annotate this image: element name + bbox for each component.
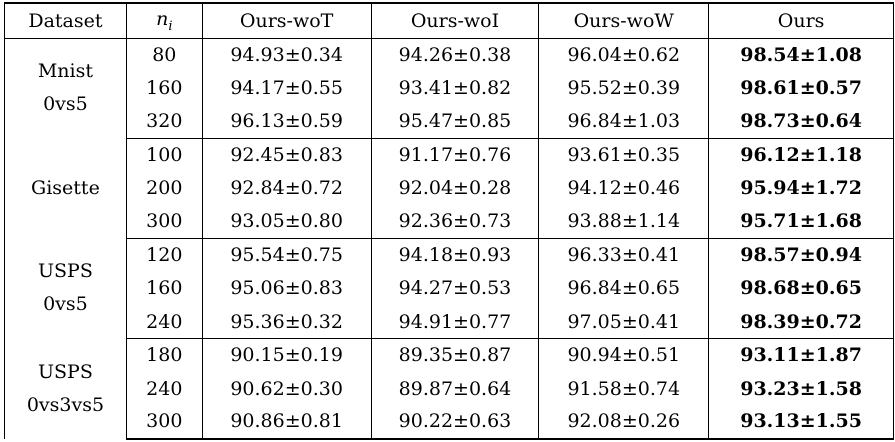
dataset-name-line: USPS xyxy=(38,360,93,383)
ours-wow-cell: 92.08±0.26 xyxy=(539,405,709,438)
header-n-subscript: i xyxy=(168,18,173,34)
dataset-group xyxy=(5,339,894,439)
header-row xyxy=(5,3,894,38)
dataset-name-line: 0vs5 xyxy=(43,293,88,316)
ours-wot-cell: 93.05±0.80 xyxy=(202,205,371,238)
sample-size-cell: 240 xyxy=(126,305,202,338)
ours-cell: 98.57±0.94 xyxy=(709,238,894,271)
ours-wot-cell: 90.62±0.30 xyxy=(202,372,371,405)
ours-wot-cell: 94.17±0.55 xyxy=(202,71,371,104)
ours-cell: 96.12±1.18 xyxy=(709,138,894,171)
sample-size-cell: 200 xyxy=(126,172,202,205)
ours-wow-cell: 96.84±1.03 xyxy=(539,105,709,138)
dataset-name-cell xyxy=(5,238,127,338)
sample-size-cell: 100 xyxy=(126,138,202,171)
ours-wow-cell: 93.61±0.35 xyxy=(539,138,709,171)
sample-size-cell: 300 xyxy=(126,205,202,238)
ours-cell: 95.94±1.72 xyxy=(709,172,894,205)
ours-wot-cell: 96.13±0.59 xyxy=(202,105,371,138)
ours-wot-cell: 90.86±0.81 xyxy=(202,405,371,438)
header-dataset: Dataset xyxy=(5,3,127,38)
sample-size-cell: 240 xyxy=(126,372,202,405)
table-row xyxy=(5,138,894,171)
ours-woi-cell: 94.91±0.77 xyxy=(371,305,539,338)
ours-woi-cell: 92.04±0.28 xyxy=(371,172,539,205)
ours-cell: 98.68±0.65 xyxy=(709,272,894,305)
sample-size-cell: 160 xyxy=(126,71,202,104)
header-ours-wot: Ours-woT xyxy=(202,3,371,38)
table-row xyxy=(5,372,894,405)
ours-woi-cell: 89.87±0.64 xyxy=(371,372,539,405)
ours-wow-cell: 90.94±0.51 xyxy=(539,339,709,372)
header-ours-woi: Ours-woI xyxy=(371,3,539,38)
ours-wow-cell: 91.58±0.74 xyxy=(539,372,709,405)
ours-wot-cell: 94.93±0.34 xyxy=(202,38,371,71)
sample-size-cell: 80 xyxy=(126,38,202,71)
ours-wot-cell: 90.15±0.19 xyxy=(202,339,371,372)
dataset-group xyxy=(5,138,894,238)
table-row xyxy=(5,172,894,205)
ours-woi-cell: 95.47±0.85 xyxy=(371,105,539,138)
table-row xyxy=(5,105,894,138)
ours-woi-cell: 94.26±0.38 xyxy=(371,38,539,71)
ours-woi-cell: 94.27±0.53 xyxy=(371,272,539,305)
table-row xyxy=(5,405,894,438)
ours-wow-cell: 97.05±0.41 xyxy=(539,305,709,338)
ours-wot-cell: 95.06±0.83 xyxy=(202,272,371,305)
ours-wow-cell: 96.04±0.62 xyxy=(539,38,709,71)
sample-size-cell: 180 xyxy=(126,339,202,372)
ours-cell: 98.54±1.08 xyxy=(709,38,894,71)
ours-wot-cell: 92.45±0.83 xyxy=(202,138,371,171)
table-row xyxy=(5,38,894,71)
table-row xyxy=(5,205,894,238)
ours-woi-cell: 92.36±0.73 xyxy=(371,205,539,238)
table-row xyxy=(5,71,894,104)
table-row xyxy=(5,272,894,305)
ours-wot-cell: 95.36±0.32 xyxy=(202,305,371,338)
ours-cell: 93.13±1.55 xyxy=(709,405,894,438)
ours-cell: 98.61±0.57 xyxy=(709,71,894,104)
table-row xyxy=(5,339,894,372)
results-table xyxy=(4,2,894,440)
dataset-name-line: Gisette xyxy=(31,176,100,199)
ours-woi-cell: 93.41±0.82 xyxy=(371,71,539,104)
header-n xyxy=(126,3,202,38)
dataset-name-cell xyxy=(5,339,127,439)
ours-wow-cell: 96.84±0.65 xyxy=(539,272,709,305)
header-n-symbol: n xyxy=(156,7,169,30)
ours-wot-cell: 92.84±0.72 xyxy=(202,172,371,205)
table-row xyxy=(5,305,894,338)
dataset-name-cell xyxy=(5,138,127,238)
dataset-name-line: Mnist xyxy=(37,60,93,83)
ours-wow-cell: 94.12±0.46 xyxy=(539,172,709,205)
ours-cell: 95.71±1.68 xyxy=(709,205,894,238)
ours-cell: 98.39±0.72 xyxy=(709,305,894,338)
ours-woi-cell: 90.22±0.63 xyxy=(371,405,539,438)
dataset-name-line: 0vs5 xyxy=(43,93,88,116)
header-ours-wow: Ours-woW xyxy=(539,3,709,38)
ours-wow-cell: 93.88±1.14 xyxy=(539,205,709,238)
ours-wow-cell: 95.52±0.39 xyxy=(539,71,709,104)
dataset-name-cell xyxy=(5,38,127,138)
sample-size-cell: 320 xyxy=(126,105,202,138)
ours-woi-cell: 89.35±0.87 xyxy=(371,339,539,372)
sample-size-cell: 120 xyxy=(126,238,202,271)
ours-woi-cell: 94.18±0.93 xyxy=(371,238,539,271)
dataset-name-line: USPS xyxy=(38,260,93,283)
header-ours: Ours xyxy=(709,3,894,38)
dataset-group xyxy=(5,238,894,338)
ours-cell: 93.11±1.87 xyxy=(709,339,894,372)
dataset-group xyxy=(5,38,894,138)
dataset-name-line: 0vs3vs5 xyxy=(26,393,105,416)
ours-woi-cell: 91.17±0.76 xyxy=(371,138,539,171)
ours-wot-cell: 95.54±0.75 xyxy=(202,238,371,271)
ours-cell: 98.73±0.64 xyxy=(709,105,894,138)
sample-size-cell: 160 xyxy=(126,272,202,305)
sample-size-cell: 300 xyxy=(126,405,202,438)
table-row xyxy=(5,238,894,271)
ours-cell: 93.23±1.58 xyxy=(709,372,894,405)
ours-wow-cell: 96.33±0.41 xyxy=(539,238,709,271)
